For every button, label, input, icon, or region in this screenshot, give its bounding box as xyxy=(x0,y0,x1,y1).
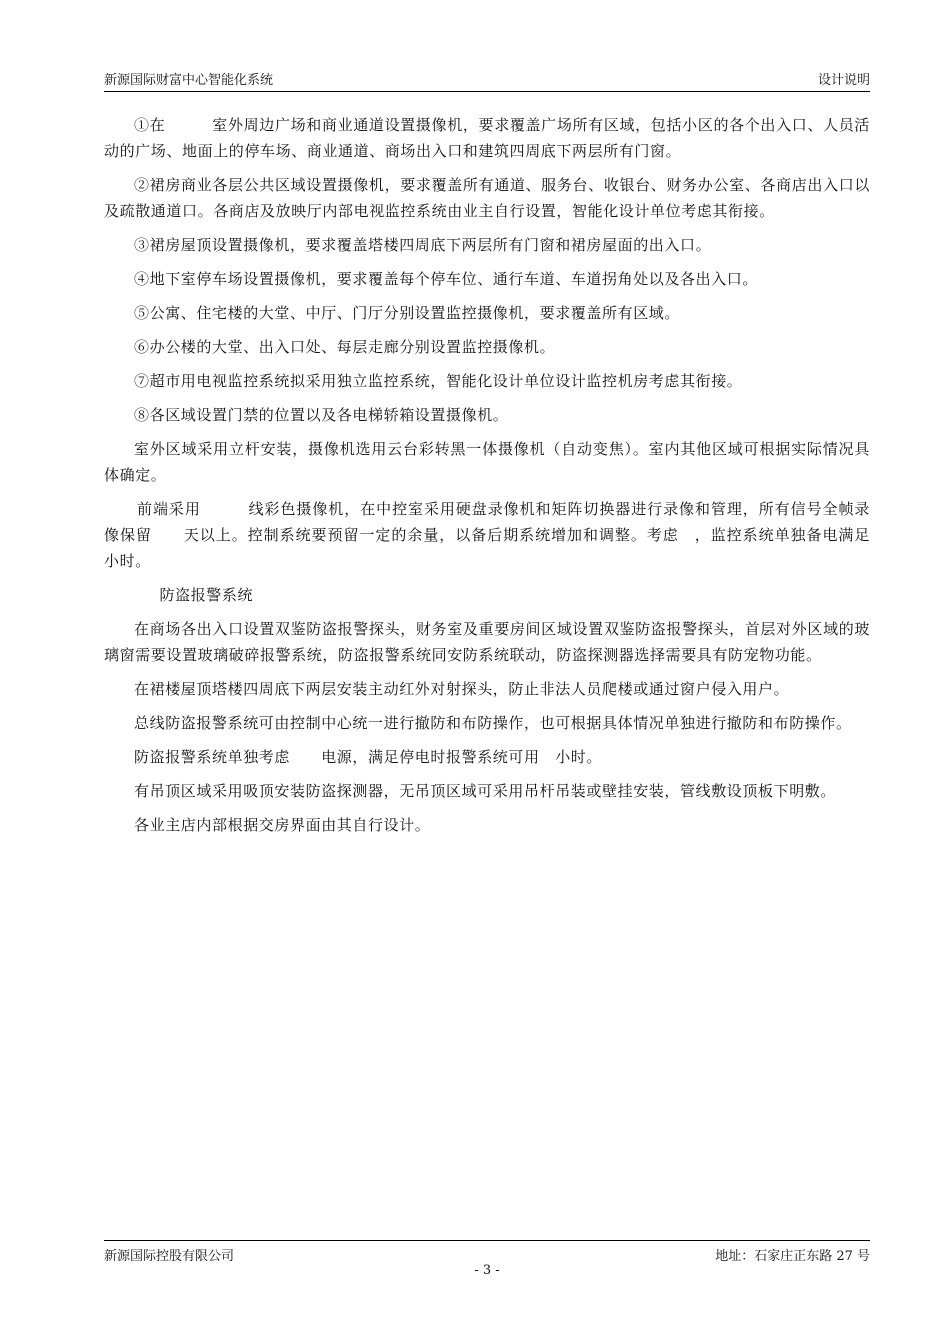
page-number: - 3 - xyxy=(474,1263,500,1278)
paragraph-cctv-frontend-recording: 前端采用 线彩色摄像机，在中控室采用硬盘录像机和矩阵切换器进行录像和管理，所有信号全帧录像保留 天以上。控制系统要预留一定的余量，以备后期系统增加和调整。考虑 ，监控系统单独备电满足 小时。 xyxy=(104,500,886,570)
paragraph-cctv-outdoor: ①在 室外周边广场和商业通道设置摄像机，要求覆盖广场所有区域，包括小区的各个出入口、人员活动的广场、地面上的停车场、商业通道、商场出入口和建筑四周底下两层所有门窗。 xyxy=(104,116,870,160)
paragraph-cctv-supermarket: ⑦超市用电视监控系统拟采用独立监控系统，智能化设计单位设计监控机房考虑其衔接。 xyxy=(134,372,743,390)
footer-rule xyxy=(104,1240,870,1241)
paragraph-cctv-podium-commercial: ②裙房商业各层公共区域设置摄像机，要求覆盖所有通道、服务台、收银台、财务办公室、各商店出入口以及疏散通道口。各商店及放映厅内部电视监控系统由业主自行设置，智能化设计单位考虑其衔接。 xyxy=(104,176,870,220)
paragraph-alarm-arming-control: 总线防盗报警系统可由控制中心统一进行撤防和布防操作，也可根据具体情况单独进行撤防和布防操作。 xyxy=(134,714,852,732)
section-heading-intrusion-alarm: 防盗报警系统 xyxy=(159,586,254,604)
paragraph-cctv-basement-parking: ④地下室停车场设置摄像机，要求覆盖每个停车位、通行车道、车道拐角处以及各出入口。 xyxy=(134,270,759,288)
footer-company: 新源国际控股有限公司 xyxy=(104,1249,235,1264)
paragraph-cctv-access-elevator: ⑧各区域设置门禁的位置以及各电梯轿箱设置摄像机。 xyxy=(134,406,509,424)
paragraph-cctv-podium-roof: ③裙房屋顶设置摄像机，要求覆盖塔楼四周底下两层所有门窗和裙房屋面的出入口。 xyxy=(134,236,712,254)
paragraph-cctv-apartment-lobby: ⑤公寓、住宅楼的大堂、中厅、门厅分别设置监控摄像机，要求覆盖所有区域。 xyxy=(134,304,681,322)
header-section-title: 设计说明 xyxy=(817,73,870,88)
paragraph-alarm-mounting: 有吊顶区域采用吸顶安装防盗探测器，无吊顶区域可采用吊杆吊装或壁挂安装，管线敷设顶板下明敷。 xyxy=(134,782,837,800)
paragraph-alarm-detectors: 在商场各出入口设置双鉴防盗报警探头，财务室及重要房间区域设置双鉴防盗报警探头，首层对外区域的玻璃窗需要设置玻璃破碎报警系统，防盗报警系统同安防系统联动，防盗探测器选择需要具有防宠物功能。 xyxy=(104,620,870,664)
page-header xyxy=(104,70,870,92)
paragraph-tenant-design: 各业主店内部根据交房界面由其自行设计。 xyxy=(134,816,431,834)
paragraph-alarm-infrared-beams: 在裙楼屋顶塔楼四周底下两层安装主动红外对射探头，防止非法人员爬楼或通过窗户侵入用户。 xyxy=(134,680,790,698)
header-rule xyxy=(104,91,870,92)
header-project-title: 新源国际财富中心智能化系统 xyxy=(104,73,274,88)
page-footer xyxy=(104,1240,870,1280)
body-content xyxy=(104,112,886,846)
paragraph-cctv-office-lobby: ⑥办公楼的大堂、出入口处、每层走廊分别设置监控摄像机。 xyxy=(134,338,556,356)
footer-address: 地址：石家庄正东路 27 号 xyxy=(715,1249,870,1264)
paragraph-alarm-power: 防盗报警系统单独考虑 电源，满足停电时报警系统可用 小时。 xyxy=(134,748,603,766)
paragraph-cctv-installation: 室外区域采用立杆安装，摄像机选用云台彩转黑一体摄像机（自动变焦）。室内其他区域可根据实际情况具体确定。 xyxy=(104,440,870,484)
